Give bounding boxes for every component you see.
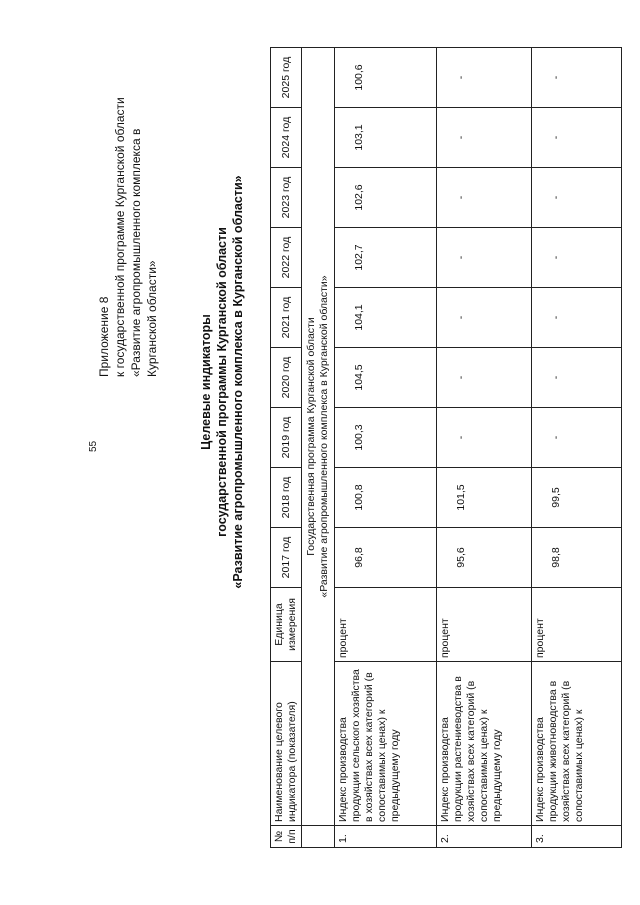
title-line: Целевые индикаторы [199, 314, 213, 450]
appendix-line: «Развитие агропромышленного комплекса в [129, 128, 143, 377]
page-number: 55 [88, 440, 99, 452]
row-value: - [437, 108, 532, 168]
row-value: 100,3 [335, 408, 437, 468]
row-value: 99,5 [532, 468, 622, 528]
appendix-line: к государственной программе Курганской области [113, 97, 127, 377]
row-name: Индекс производства продукции сельского хозяйства в хозяйствах всех категорий (в сопоставимых ценах) к предыдущему году [335, 662, 437, 826]
table-row [437, 48, 532, 848]
program-row [302, 48, 335, 848]
row-value: 104,1 [335, 288, 437, 348]
row-value: - [532, 108, 622, 168]
table-row [335, 48, 437, 848]
row-value: 102,7 [335, 228, 437, 288]
row-value: - [532, 288, 622, 348]
row-value: - [437, 408, 532, 468]
row-value: 96,8 [335, 528, 437, 588]
row-name: Индекс производства продукции растениеводства в хозяйствах всех категорий (в сопоставимых ценах) к предыдущему году [437, 662, 532, 826]
header-year: 2019 год [271, 408, 302, 468]
document-title [198, 112, 246, 652]
row-unit: процент [532, 588, 622, 662]
row-value: - [532, 48, 622, 108]
header-year: 2017 год [271, 528, 302, 588]
row-value: - [437, 168, 532, 228]
row-value: - [437, 288, 532, 348]
program-row-spacer [302, 826, 335, 848]
appendix-line: Курганской области» [145, 260, 159, 377]
row-value: 103,1 [335, 108, 437, 168]
indicators-table [270, 47, 622, 848]
header-year: 2021 год [271, 288, 302, 348]
header-unit: Единица измерения [271, 588, 302, 662]
row-value: - [532, 168, 622, 228]
program-line: Государственная программа Курганской области [305, 317, 317, 556]
row-value: 95,6 [437, 528, 532, 588]
appendix-note [96, 97, 160, 377]
row-value: 102,6 [335, 168, 437, 228]
row-name: Индекс производства продукции животноводства в хозяйствах всех категорий (в сопоставимых ценах) к [532, 662, 622, 826]
row-value: - [532, 408, 622, 468]
header-year: 2024 год [271, 108, 302, 168]
program-line: «Развитие агропромышленного комплекса в Курганской области» [318, 275, 330, 598]
appendix-line: Приложение 8 [97, 296, 111, 377]
header-year: 2018 год [271, 468, 302, 528]
header-name: Наименование целевого индикатора (показателя) [271, 662, 302, 826]
title-line: государственной программы Курганской области [215, 227, 229, 537]
row-value: - [437, 48, 532, 108]
row-num: 3. [532, 826, 622, 848]
row-value: - [437, 228, 532, 288]
indicators-table-container [270, 48, 585, 848]
row-value: 101,5 [437, 468, 532, 528]
row-value: - [437, 348, 532, 408]
header-year: 2025 год [271, 48, 302, 108]
row-value: - [532, 348, 622, 408]
header-year: 2020 год [271, 348, 302, 408]
row-value: 100,8 [335, 468, 437, 528]
header-num: № п/п [271, 826, 302, 848]
row-value: - [532, 228, 622, 288]
row-num: 1. [335, 826, 437, 848]
row-num: 2. [437, 826, 532, 848]
header-year: 2023 год [271, 168, 302, 228]
row-value: 98,8 [532, 528, 622, 588]
table-row [532, 48, 622, 848]
title-line: «Развитие агропромышленного комплекса в Курганской области» [231, 175, 245, 589]
row-value: 104,5 [335, 348, 437, 408]
row-unit: процент [335, 588, 437, 662]
program-row-label [302, 48, 335, 826]
table-header-row [271, 48, 302, 848]
row-value: 100,6 [335, 48, 437, 108]
row-unit: процент [437, 588, 532, 662]
header-year: 2022 год [271, 228, 302, 288]
